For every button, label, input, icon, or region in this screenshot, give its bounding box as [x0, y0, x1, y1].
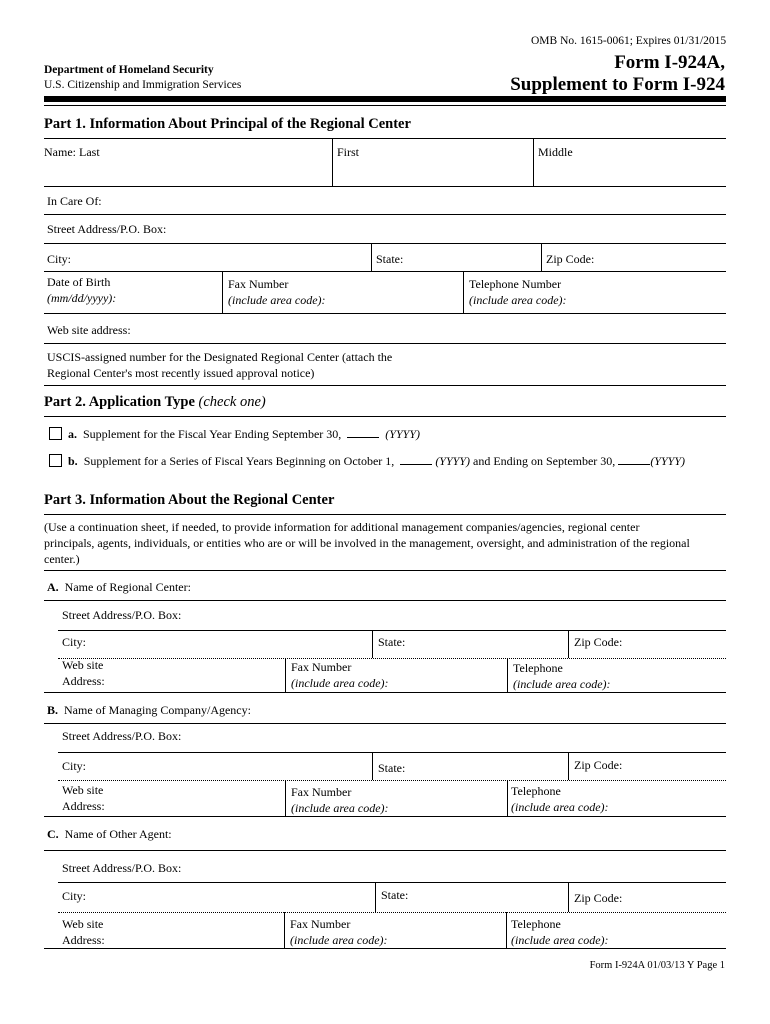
row-rule	[44, 186, 726, 187]
form-title: Form I-924A,	[614, 52, 725, 73]
option-b-row	[68, 452, 685, 469]
managing-company-name-field[interactable]	[47, 702, 251, 718]
row-rule	[58, 630, 726, 631]
divider	[285, 780, 286, 816]
option-b-checkbox[interactable]	[49, 454, 62, 467]
row-rule	[44, 948, 726, 949]
divider	[463, 271, 464, 313]
row-rule	[58, 658, 726, 659]
fax-hint: (include area code):	[291, 801, 389, 815]
agency-name: U.S. Citizenship and Immigration Services	[44, 79, 242, 91]
part2-rule	[44, 416, 726, 417]
managing-company-website-field[interactable]: Web site	[62, 783, 104, 797]
telephone-hint: (include area code):	[511, 933, 609, 947]
divider	[285, 658, 286, 692]
divider	[568, 630, 569, 658]
divider	[533, 138, 534, 186]
header-thin-rule	[44, 105, 726, 106]
telephone-hint: (include area code):	[469, 293, 567, 307]
row-rule	[44, 313, 726, 314]
regional-center-street-field[interactable]: Street Address/P.O. Box:	[62, 608, 182, 622]
page-footer: Form I-924A 01/03/13 Y Page 1	[589, 960, 725, 971]
other-agent-telephone-field[interactable]: Telephone	[511, 917, 561, 931]
divider	[372, 630, 373, 658]
zip-code-field[interactable]: Zip Code:	[546, 252, 595, 266]
other-agent-street-field[interactable]: Street Address/P.O. Box:	[62, 861, 182, 875]
part1-title: Part 1. Information About Principal of the Regional Center	[44, 116, 411, 132]
part3-intro-line2: principals, agents, individuals, or entities who are or will be involved in the management, oversight, and administration of the regional	[44, 536, 690, 550]
option-b-start-year-input[interactable]	[400, 452, 432, 465]
other-agent-city-field[interactable]: City:	[62, 889, 87, 903]
regional-center-fax-field[interactable]: Fax Number	[291, 660, 352, 674]
other-agent-fax-field[interactable]: Fax Number	[290, 917, 351, 931]
divider	[222, 271, 223, 313]
name-middle-field[interactable]: Middle	[538, 145, 573, 159]
divider	[568, 752, 569, 780]
divider	[568, 882, 569, 912]
section-c-label: Name of Other Agent:	[64, 827, 172, 841]
managing-company-state-field[interactable]: State:	[378, 761, 406, 775]
regional-center-website-field[interactable]: Web site	[62, 658, 104, 672]
name-first-field[interactable]: First	[337, 145, 360, 159]
option-b-yyyy-end: (YYYY)	[650, 454, 685, 468]
row-rule	[58, 780, 726, 781]
row-rule	[44, 692, 726, 693]
regional-center-name-field[interactable]	[47, 579, 191, 595]
row-rule	[44, 723, 726, 724]
website-address-label: Address:	[62, 674, 105, 688]
divider	[506, 912, 507, 948]
fax-hint: (include area code):	[291, 676, 389, 690]
city-field[interactable]: City:	[47, 252, 72, 266]
part2-title-note: (check one)	[198, 394, 266, 410]
fax-number-field[interactable]: Fax Number	[228, 277, 289, 291]
website-address-label: Address:	[62, 933, 105, 947]
street-address-field[interactable]: Street Address/P.O. Box:	[47, 222, 167, 236]
divider	[541, 243, 542, 271]
uscis-number-field[interactable]: USCIS-assigned number for the Designated Regional Center (attach the	[47, 350, 393, 364]
row-rule	[58, 882, 726, 883]
option-a-text: Supplement for the Fiscal Year Ending September 30,	[83, 427, 342, 441]
telephone-hint: (include area code):	[513, 677, 611, 691]
row-rule	[44, 214, 726, 215]
state-field[interactable]: State:	[376, 252, 404, 266]
section-b-label: Name of Managing Company/Agency:	[64, 703, 251, 717]
section-a-label: Name of Regional Center:	[64, 580, 191, 594]
date-of-birth-field[interactable]: Date of Birth	[47, 275, 111, 289]
regional-center-zip-field[interactable]: Zip Code:	[574, 635, 623, 649]
option-b-text: Supplement for a Series of Fiscal Years Beginning on October 1,	[83, 454, 395, 468]
fax-hint: (include area code):	[228, 293, 326, 307]
row-rule	[44, 271, 726, 272]
part2-title-text: Part 2. Application Type	[44, 394, 199, 410]
option-b-yyyy-start: (YYYY)	[435, 454, 470, 468]
section-b-letter: B.	[47, 703, 59, 717]
managing-company-city-field[interactable]: City:	[62, 759, 87, 773]
divider	[375, 882, 376, 912]
other-agent-zip-field[interactable]: Zip Code:	[574, 891, 623, 905]
managing-company-telephone-field[interactable]: Telephone	[511, 784, 561, 798]
part3-title: Part 3. Information About the Regional Center	[44, 492, 335, 508]
divider	[372, 752, 373, 780]
row-rule	[44, 343, 726, 344]
option-a-row	[68, 425, 420, 442]
managing-company-street-field[interactable]: Street Address/P.O. Box:	[62, 729, 182, 743]
managing-company-fax-field[interactable]: Fax Number	[291, 785, 352, 799]
option-b-end-year-input[interactable]	[618, 452, 650, 465]
divider	[371, 243, 372, 271]
section-a-letter: A.	[47, 580, 59, 594]
other-agent-website-field[interactable]: Web site	[62, 917, 104, 931]
option-a-checkbox[interactable]	[49, 427, 62, 440]
managing-company-zip-field[interactable]: Zip Code:	[574, 758, 623, 772]
date-format-hint: (mm/dd/yyyy):	[47, 291, 117, 305]
part2-title	[44, 394, 266, 411]
uscis-number-note: Regional Center's most recently issued approval notice)	[47, 366, 315, 380]
row-rule	[58, 912, 726, 913]
regional-center-city-field[interactable]: City:	[62, 635, 87, 649]
part3-rule	[44, 514, 726, 515]
row-rule	[58, 752, 726, 753]
header-rule	[44, 96, 726, 102]
row-rule	[44, 816, 726, 817]
telephone-number-field[interactable]: Telephone Number	[469, 277, 562, 291]
divider	[284, 912, 285, 948]
row-rule	[44, 570, 726, 571]
option-b-mid-text: and Ending on September 30,	[470, 454, 616, 468]
name-last-field[interactable]: Name: Last	[44, 145, 100, 159]
divider	[507, 658, 508, 692]
telephone-hint: (include area code):	[511, 800, 609, 814]
part3-intro-line3: center.)	[44, 552, 80, 566]
part1-rule	[44, 138, 726, 139]
website-address-field[interactable]: Web site address:	[47, 323, 131, 337]
other-agent-state-field[interactable]: State:	[381, 888, 409, 902]
option-a-year-input[interactable]	[347, 425, 379, 438]
section-c-letter: C.	[47, 827, 59, 841]
in-care-of-field[interactable]: In Care Of:	[47, 194, 102, 208]
row-rule	[44, 600, 726, 601]
form-subtitle: Supplement to Form I-924	[510, 74, 725, 95]
option-b-letter: b.	[68, 454, 78, 468]
divider	[507, 780, 508, 816]
department-name: Department of Homeland Security	[44, 64, 214, 76]
option-a-yyyy: (YYYY)	[385, 427, 420, 441]
row-rule	[44, 850, 726, 851]
part3-intro-line1: (Use a continuation sheet, if needed, to provide information for additional management companies/agencies, regional center	[44, 520, 640, 534]
row-rule	[44, 243, 726, 244]
divider	[332, 138, 333, 186]
option-a-letter: a.	[68, 427, 77, 441]
regional-center-state-field[interactable]: State:	[378, 635, 406, 649]
website-address-label: Address:	[62, 799, 105, 813]
fax-hint: (include area code):	[290, 933, 388, 947]
regional-center-telephone-field[interactable]: Telephone	[513, 661, 563, 675]
row-rule	[44, 385, 726, 386]
other-agent-name-field[interactable]	[47, 826, 172, 842]
omb-number: OMB No. 1615-0061; Expires 01/31/2015	[531, 35, 727, 47]
